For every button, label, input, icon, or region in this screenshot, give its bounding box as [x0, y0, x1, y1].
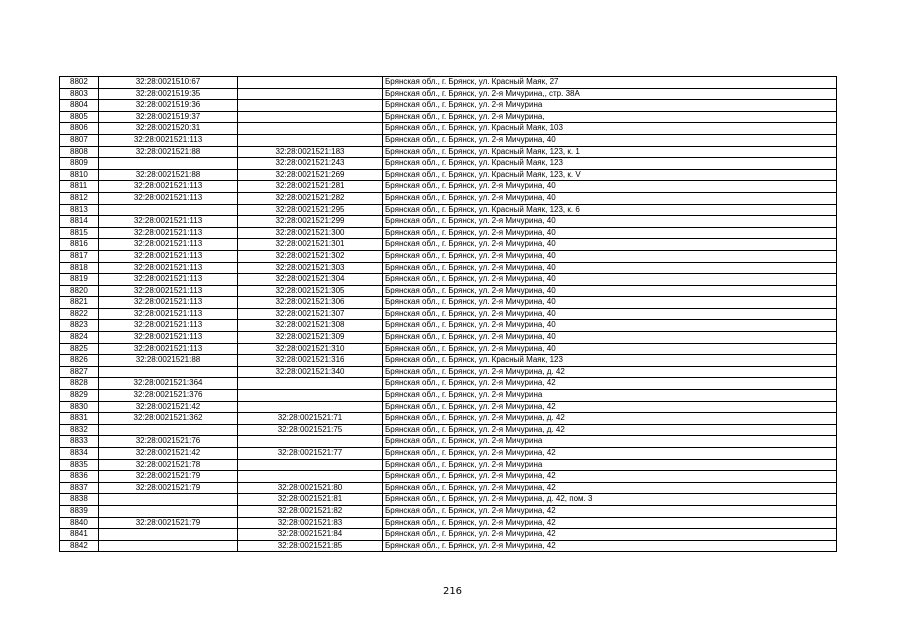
cadastral-number-parent-cell: [99, 158, 238, 170]
table-row: [60, 459, 837, 471]
address-cell: Брянская обл., г. Брянск, ул. 2-я Мичурина, д. 42, пом. 3: [383, 494, 837, 506]
cadastral-number-object-cell: [238, 134, 383, 146]
table-row: [60, 482, 837, 494]
cadastral-number-object-cell: 32:28:0021521:281: [238, 181, 383, 193]
row-number-cell: 8824: [60, 332, 99, 344]
table-row: [60, 158, 837, 170]
address-cell: Брянская обл., г. Брянск, ул. 2-я Мичурина, 40: [383, 262, 837, 274]
cadastral-number-parent-cell: 32:28:0021521:78: [99, 459, 238, 471]
address-cell: Брянская обл., г. Брянск, ул. 2-я Мичурина: [383, 100, 837, 112]
row-number-cell: 8842: [60, 540, 99, 552]
cadastral-number-parent-cell: 32:28:0021521:88: [99, 355, 238, 367]
table-row: [60, 366, 837, 378]
table-row: [60, 239, 837, 251]
address-cell: Брянская обл., г. Брянск, ул. 2-я Мичурина, 42: [383, 517, 837, 529]
cadastral-number-parent-cell: 32:28:0021521:113: [99, 285, 238, 297]
address-cell: Брянская обл., г. Брянск, ул. 2-я Мичурина, 40: [383, 332, 837, 344]
row-number-cell: 8826: [60, 355, 99, 367]
address-cell: Брянская обл., г. Брянск, ул. 2-я Мичурина, д. 42: [383, 424, 837, 436]
row-number-cell: 8831: [60, 413, 99, 425]
cadastral-number-parent-cell: 32:28:0021519:36: [99, 100, 238, 112]
cadastral-number-object-cell: 32:28:0021521:301: [238, 239, 383, 251]
row-number-cell: 8805: [60, 111, 99, 123]
address-cell: Брянская обл., г. Брянск, ул. 2-я Мичурина, 40: [383, 285, 837, 297]
cadastral-number-object-cell: 32:28:0021521:316: [238, 355, 383, 367]
address-cell: Брянская обл., г. Брянск, ул. 2-я Мичурина, 42: [383, 448, 837, 460]
cadastral-number-object-cell: [238, 459, 383, 471]
table-row: [60, 274, 837, 286]
address-cell: Брянская обл., г. Брянск, ул. 2-я Мичурина, 42: [383, 378, 837, 390]
cadastral-number-object-cell: 32:28:0021521:85: [238, 540, 383, 552]
row-number-cell: 8829: [60, 390, 99, 402]
cadastral-number-parent-cell: 32:28:0021521:42: [99, 448, 238, 460]
address-cell: Брянская обл., г. Брянск, ул. 2-я Мичурина, 40: [383, 239, 837, 251]
cadastral-register-table: [59, 76, 837, 552]
table-row: [60, 390, 837, 402]
cadastral-number-object-cell: 32:28:0021521:81: [238, 494, 383, 506]
cadastral-number-parent-cell: 32:28:0021521:113: [99, 332, 238, 344]
row-number-cell: 8833: [60, 436, 99, 448]
address-cell: Брянская обл., г. Брянск, ул. Красный Маяк, 123, к. 1: [383, 146, 837, 158]
row-number-cell: 8828: [60, 378, 99, 390]
cadastral-number-parent-cell: 32:28:0021521:79: [99, 517, 238, 529]
cadastral-number-parent-cell: 32:28:0021521:113: [99, 227, 238, 239]
cadastral-number-parent-cell: 32:28:0021519:37: [99, 111, 238, 123]
row-number-cell: 8816: [60, 239, 99, 251]
cadastral-number-parent-cell: 32:28:0021521:364: [99, 378, 238, 390]
address-cell: Брянская обл., г. Брянск, ул. 2-я Мичурина, 40: [383, 134, 837, 146]
table-row: [60, 471, 837, 483]
cadastral-number-object-cell: [238, 77, 383, 89]
row-number-cell: 8813: [60, 204, 99, 216]
row-number-cell: 8830: [60, 401, 99, 413]
table-row: [60, 494, 837, 506]
cadastral-number-parent-cell: [99, 366, 238, 378]
row-number-cell: 8810: [60, 169, 99, 181]
cadastral-number-object-cell: 32:28:0021521:83: [238, 517, 383, 529]
address-cell: Брянская обл., г. Брянск, ул. Красный Маяк, 123, к. V: [383, 169, 837, 181]
address-cell: Брянская обл., г. Брянск, ул. 2-я Мичурина, 40: [383, 297, 837, 309]
table-row: [60, 505, 837, 517]
row-number-cell: 8815: [60, 227, 99, 239]
cadastral-number-parent-cell: 32:28:0021521:88: [99, 146, 238, 158]
cadastral-number-parent-cell: 32:28:0021521:362: [99, 413, 238, 425]
cadastral-number-object-cell: [238, 100, 383, 112]
row-number-cell: 8820: [60, 285, 99, 297]
table-row: [60, 448, 837, 460]
row-number-cell: 8818: [60, 262, 99, 274]
cadastral-number-object-cell: 32:28:0021521:309: [238, 332, 383, 344]
cadastral-number-parent-cell: 32:28:0021521:79: [99, 482, 238, 494]
cadastral-number-parent-cell: 32:28:0021521:113: [99, 134, 238, 146]
cadastral-number-parent-cell: [99, 424, 238, 436]
cadastral-number-object-cell: [238, 123, 383, 135]
row-number-cell: 8827: [60, 366, 99, 378]
table-row: [60, 343, 837, 355]
table-row: [60, 227, 837, 239]
cadastral-number-parent-cell: 32:28:0021520:31: [99, 123, 238, 135]
row-number-cell: 8834: [60, 448, 99, 460]
cadastral-number-object-cell: 32:28:0021521:84: [238, 529, 383, 541]
cadastral-number-object-cell: 32:28:0021521:183: [238, 146, 383, 158]
table-row: [60, 192, 837, 204]
address-cell: Брянская обл., г. Брянск, ул. 2-я Мичурина: [383, 390, 837, 402]
address-cell: Брянская обл., г. Брянск, ул. 2-я Мичурина,, стр. 38А: [383, 88, 837, 100]
row-number-cell: 8809: [60, 158, 99, 170]
row-number-cell: 8819: [60, 274, 99, 286]
address-cell: Брянская обл., г. Брянск, ул. 2-я Мичурина: [383, 459, 837, 471]
address-cell: Брянская обл., г. Брянск, ул. 2-я Мичурина, 40: [383, 216, 837, 228]
cadastral-number-parent-cell: 32:28:0021521:113: [99, 274, 238, 286]
address-cell: Брянская обл., г. Брянск, ул. Красный Маяк, 123, к. 6: [383, 204, 837, 216]
cadastral-number-object-cell: 32:28:0021521:300: [238, 227, 383, 239]
cadastral-number-parent-cell: 32:28:0021521:113: [99, 320, 238, 332]
cadastral-number-object-cell: 32:28:0021521:80: [238, 482, 383, 494]
table-row: [60, 134, 837, 146]
address-cell: Брянская обл., г. Брянск, ул. 2-я Мичурина,: [383, 111, 837, 123]
cadastral-number-parent-cell: 32:28:0021521:113: [99, 297, 238, 309]
cadastral-number-parent-cell: 32:28:0021521:113: [99, 262, 238, 274]
address-cell: Брянская обл., г. Брянск, ул. Красный Маяк, 123: [383, 158, 837, 170]
cadastral-number-object-cell: 32:28:0021521:282: [238, 192, 383, 204]
cadastral-number-parent-cell: 32:28:0021521:113: [99, 192, 238, 204]
cadastral-number-parent-cell: 32:28:0021521:113: [99, 181, 238, 193]
table-row: [60, 401, 837, 413]
address-cell: Брянская обл., г. Брянск, ул. 2-я Мичурина, 40: [383, 320, 837, 332]
table-row: [60, 378, 837, 390]
table-row: [60, 169, 837, 181]
cadastral-number-object-cell: 32:28:0021521:243: [238, 158, 383, 170]
row-number-cell: 8835: [60, 459, 99, 471]
address-cell: Брянская обл., г. Брянск, ул. 2-я Мичурина, 40: [383, 308, 837, 320]
cadastral-number-object-cell: [238, 471, 383, 483]
address-cell: Брянская обл., г. Брянск, ул. 2-я Мичурина, 40: [383, 250, 837, 262]
row-number-cell: 8841: [60, 529, 99, 541]
address-cell: Брянская обл., г. Брянск, ул. Красный Маяк, 123: [383, 355, 837, 367]
address-cell: Брянская обл., г. Брянск, ул. 2-я Мичурина, 40: [383, 192, 837, 204]
cadastral-number-parent-cell: 32:28:0021519:35: [99, 88, 238, 100]
address-cell: Брянская обл., г. Брянск, ул. 2-я Мичурина, 42: [383, 482, 837, 494]
row-number-cell: 8838: [60, 494, 99, 506]
row-number-cell: 8806: [60, 123, 99, 135]
cadastral-number-parent-cell: 32:28:0021521:113: [99, 250, 238, 262]
cadastral-number-object-cell: 32:28:0021521:304: [238, 274, 383, 286]
cadastral-number-parent-cell: 32:28:0021521:113: [99, 239, 238, 251]
cadastral-number-parent-cell: 32:28:0021521:113: [99, 308, 238, 320]
row-number-cell: 8837: [60, 482, 99, 494]
cadastral-number-parent-cell: 32:28:0021510:67: [99, 77, 238, 89]
row-number-cell: 8823: [60, 320, 99, 332]
cadastral-number-object-cell: 32:28:0021521:310: [238, 343, 383, 355]
row-number-cell: 8802: [60, 77, 99, 89]
cadastral-number-object-cell: [238, 436, 383, 448]
address-cell: Брянская обл., г. Брянск, ул. 2-я Мичурина, 42: [383, 471, 837, 483]
address-cell: Брянская обл., г. Брянск, ул. 2-я Мичурина, 42: [383, 529, 837, 541]
table-row: [60, 250, 837, 262]
cadastral-number-parent-cell: [99, 204, 238, 216]
table-row: [60, 355, 837, 367]
cadastral-number-object-cell: 32:28:0021521:303: [238, 262, 383, 274]
cadastral-number-parent-cell: [99, 540, 238, 552]
table-row: [60, 297, 837, 309]
cadastral-number-parent-cell: [99, 494, 238, 506]
row-number-cell: 8817: [60, 250, 99, 262]
cadastral-number-parent-cell: 32:28:0021521:113: [99, 343, 238, 355]
row-number-cell: 8832: [60, 424, 99, 436]
table-row: [60, 204, 837, 216]
row-number-cell: 8814: [60, 216, 99, 228]
table-body: [60, 77, 837, 552]
address-cell: Брянская обл., г. Брянск, ул. 2-я Мичурина, 40: [383, 227, 837, 239]
cadastral-number-parent-cell: 32:28:0021521:79: [99, 471, 238, 483]
row-number-cell: 8839: [60, 505, 99, 517]
table-row: [60, 123, 837, 135]
table-row: [60, 216, 837, 228]
cadastral-number-parent-cell: 32:28:0021521:376: [99, 390, 238, 402]
row-number-cell: 8804: [60, 100, 99, 112]
cadastral-number-object-cell: 32:28:0021521:295: [238, 204, 383, 216]
table-row: [60, 285, 837, 297]
cadastral-number-parent-cell: 32:28:0021521:42: [99, 401, 238, 413]
cadastral-number-object-cell: 32:28:0021521:71: [238, 413, 383, 425]
address-cell: Брянская обл., г. Брянск, ул. 2-я Мичурина, 42: [383, 401, 837, 413]
row-number-cell: 8803: [60, 88, 99, 100]
address-cell: Брянская обл., г. Брянск, ул. 2-я Мичурина, 40: [383, 181, 837, 193]
address-cell: Брянская обл., г. Брянск, ул. Красный Маяк, 27: [383, 77, 837, 89]
cadastral-number-object-cell: [238, 390, 383, 402]
address-cell: Брянская обл., г. Брянск, ул. 2-я Мичурина: [383, 436, 837, 448]
table-row: [60, 100, 837, 112]
row-number-cell: 8825: [60, 343, 99, 355]
cadastral-number-parent-cell: 32:28:0021521:113: [99, 216, 238, 228]
cadastral-number-parent-cell: 32:28:0021521:76: [99, 436, 238, 448]
page-number: 216: [442, 586, 463, 597]
row-number-cell: 8808: [60, 146, 99, 158]
cadastral-number-object-cell: 32:28:0021521:308: [238, 320, 383, 332]
cadastral-number-object-cell: 32:28:0021521:269: [238, 169, 383, 181]
row-number-cell: 8822: [60, 308, 99, 320]
table-row: [60, 146, 837, 158]
row-number-cell: 8840: [60, 517, 99, 529]
address-cell: Брянская обл., г. Брянск, ул. 2-я Мичурина, д. 42: [383, 366, 837, 378]
table-row: [60, 413, 837, 425]
table-row: [60, 308, 837, 320]
address-cell: Брянская обл., г. Брянск, ул. 2-я Мичурина, 40: [383, 343, 837, 355]
cadastral-number-object-cell: [238, 88, 383, 100]
table-row: [60, 529, 837, 541]
table-row: [60, 320, 837, 332]
cadastral-number-object-cell: 32:28:0021521:302: [238, 250, 383, 262]
table-row: [60, 332, 837, 344]
table-row: [60, 262, 837, 274]
row-number-cell: 8811: [60, 181, 99, 193]
cadastral-number-object-cell: 32:28:0021521:77: [238, 448, 383, 460]
address-cell: Брянская обл., г. Брянск, ул. 2-я Мичурина, 42: [383, 540, 837, 552]
table-row: [60, 540, 837, 552]
table-row: [60, 181, 837, 193]
table-row: [60, 517, 837, 529]
cadastral-number-object-cell: 32:28:0021521:307: [238, 308, 383, 320]
table-row: [60, 111, 837, 123]
cadastral-number-parent-cell: [99, 529, 238, 541]
cadastral-number-object-cell: 32:28:0021521:305: [238, 285, 383, 297]
table-row: [60, 424, 837, 436]
cadastral-number-object-cell: 32:28:0021521:306: [238, 297, 383, 309]
table-row: [60, 77, 837, 89]
cadastral-number-object-cell: 32:28:0021521:82: [238, 505, 383, 517]
table-row: [60, 88, 837, 100]
cadastral-number-parent-cell: 32:28:0021521:88: [99, 169, 238, 181]
cadastral-number-object-cell: 32:28:0021521:299: [238, 216, 383, 228]
row-number-cell: 8807: [60, 134, 99, 146]
row-number-cell: 8812: [60, 192, 99, 204]
row-number-cell: 8836: [60, 471, 99, 483]
cadastral-number-object-cell: [238, 378, 383, 390]
cadastral-number-parent-cell: [99, 505, 238, 517]
cadastral-number-object-cell: 32:28:0021521:340: [238, 366, 383, 378]
cadastral-number-object-cell: 32:28:0021521:75: [238, 424, 383, 436]
row-number-cell: 8821: [60, 297, 99, 309]
cadastral-number-object-cell: [238, 111, 383, 123]
table-row: [60, 436, 837, 448]
address-cell: Брянская обл., г. Брянск, ул. 2-я Мичурина, 40: [383, 274, 837, 286]
address-cell: Брянская обл., г. Брянск, ул. 2-я Мичурина, 42: [383, 505, 837, 517]
address-cell: Брянская обл., г. Брянск, ул. Красный Маяк, 103: [383, 123, 837, 135]
address-cell: Брянская обл., г. Брянск, ул. 2-я Мичурина, д. 42: [383, 413, 837, 425]
cadastral-number-object-cell: [238, 401, 383, 413]
